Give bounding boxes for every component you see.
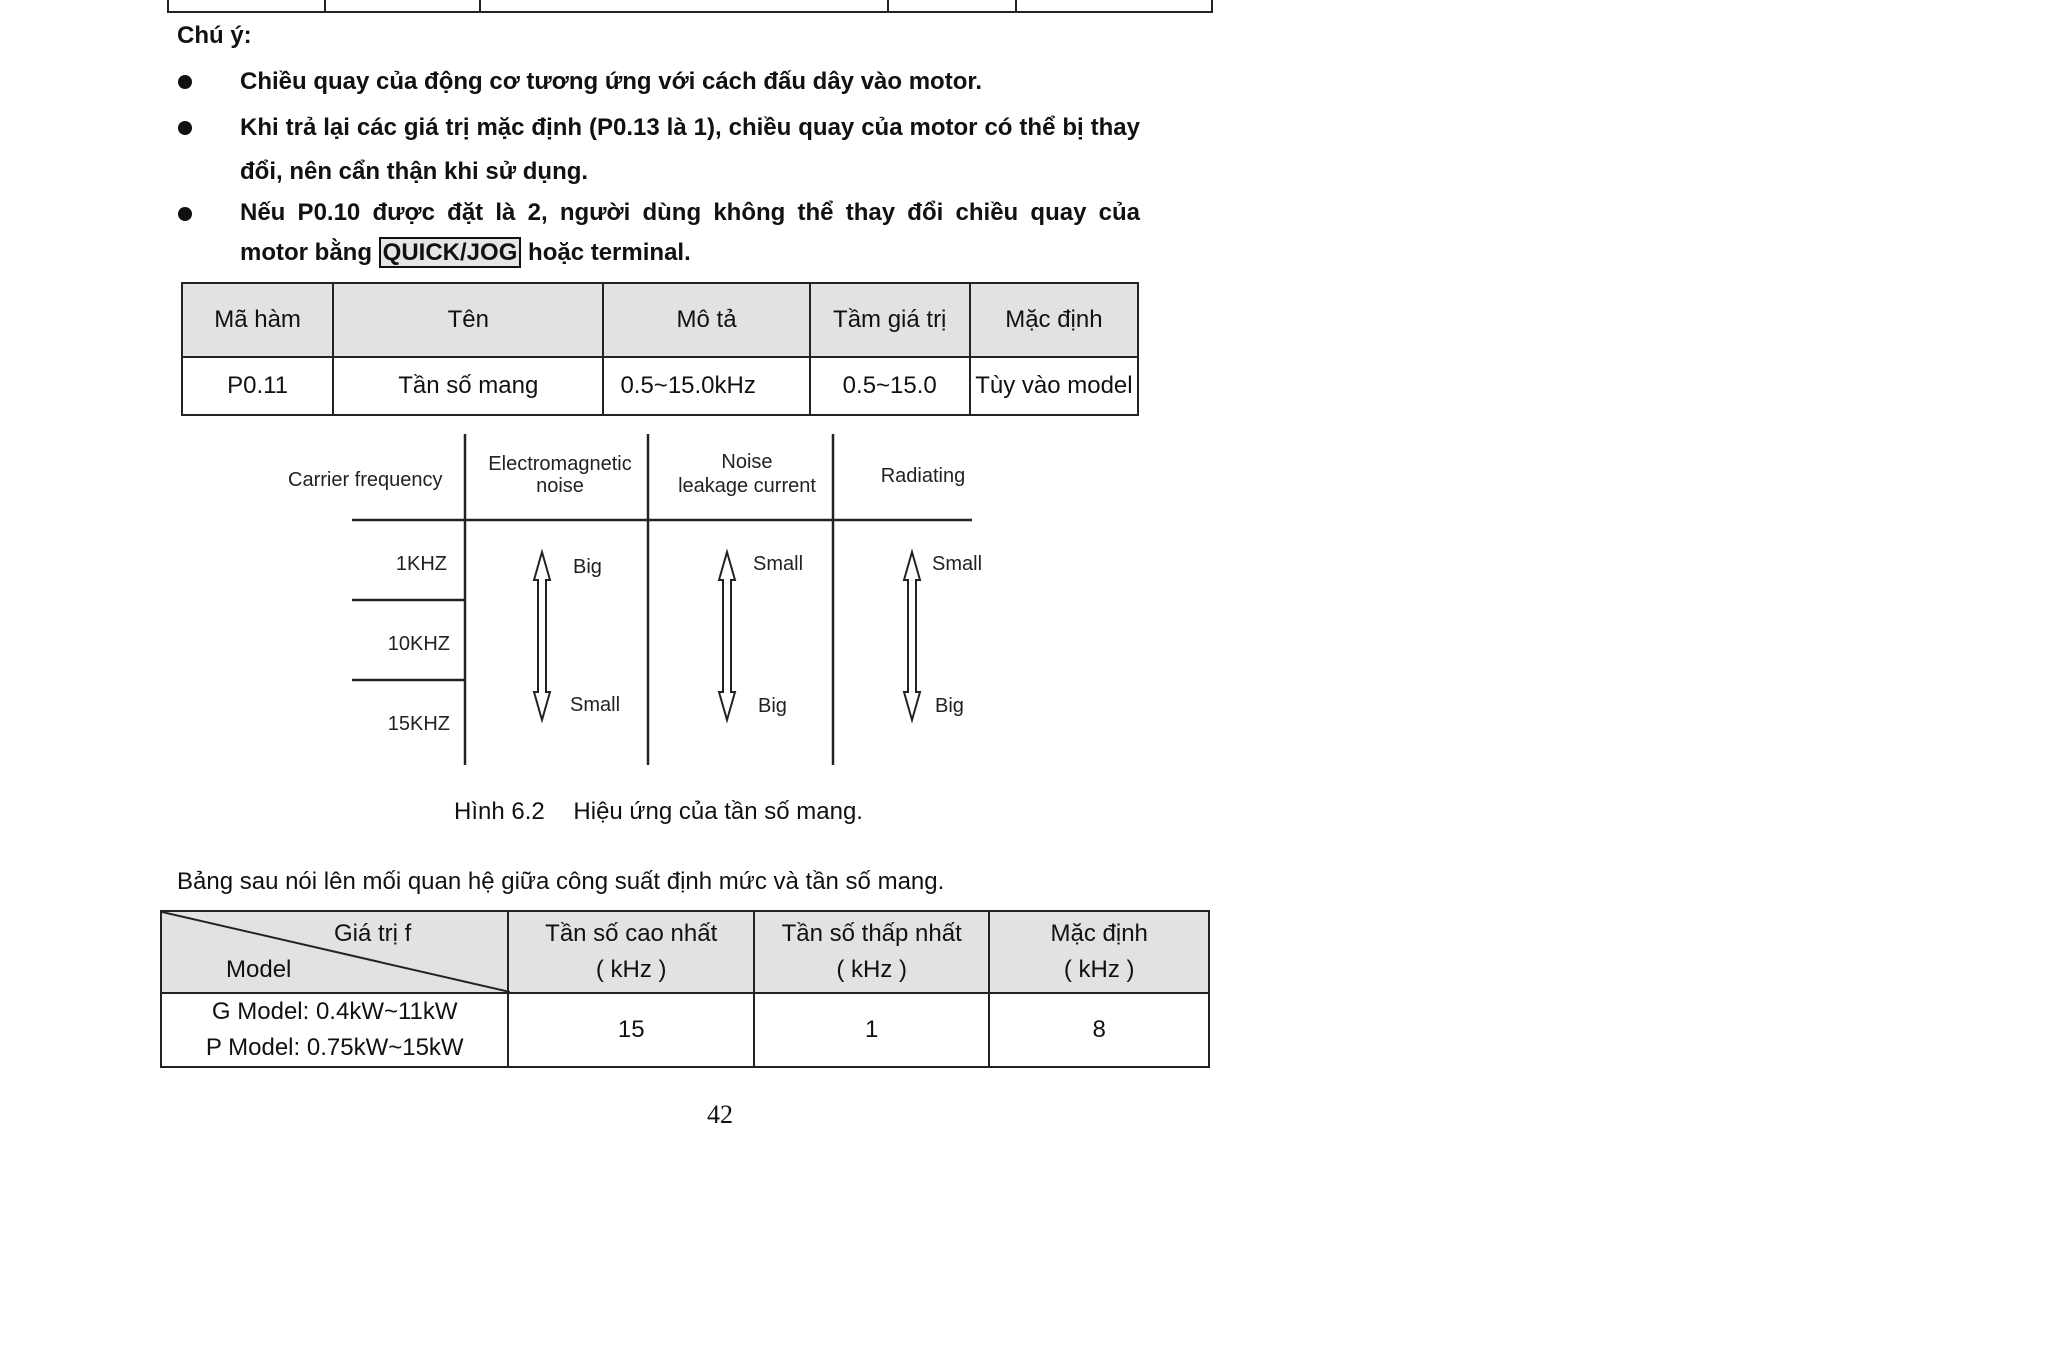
cell-name: Tần số mang — [333, 357, 603, 415]
table-row — [182, 357, 1138, 415]
figure-col1-bottom: Small — [570, 694, 621, 716]
figure-col2-header-line2: leakage current — [678, 475, 816, 497]
double-arrow-icon — [534, 552, 550, 720]
figure-row-1khz: 1KHZ — [395, 553, 447, 575]
cell-model — [161, 993, 508, 1067]
note-bullet-1: Chiều quay của động cơ tương ứng với cách đấu dây vào motor. — [240, 68, 983, 95]
header-name: Tên — [333, 283, 603, 357]
figure-col1-top: Big — [573, 556, 602, 578]
header-max-frequency-label: Tần số cao nhất — [545, 920, 718, 947]
table-divider — [479, 0, 481, 11]
cell-default-frequency: 8 — [989, 993, 1209, 1067]
header-default-frequency-label: Mặc định — [1050, 920, 1148, 947]
figure-col1-header-line2: noise — [536, 475, 584, 497]
double-arrow-icon — [719, 552, 735, 720]
diagonal-header-cell — [161, 911, 508, 993]
bullet-dot — [178, 75, 192, 89]
diagonal-top-label: Giá trị f — [334, 920, 412, 947]
figure-col2-top: Small — [753, 553, 804, 575]
figure-caption-text: Hiệu ứng của tần số mang. — [573, 798, 863, 825]
table-divider — [887, 0, 889, 11]
relation-table — [160, 910, 1210, 1068]
note-bullet-3-line2 — [240, 233, 1140, 273]
double-arrow-icon — [904, 552, 920, 720]
figure-col3-header: Radiating — [880, 465, 966, 487]
cell-description: 0.5~15.0kHz — [603, 357, 809, 415]
table-header-row — [161, 911, 1209, 993]
note-bullet-3-before: motor bằng — [240, 239, 372, 266]
page-number: 42 — [707, 1100, 733, 1129]
relation-paragraph: Bảng sau nói lên mối quan hệ giữa công suất định mức và tần số mang. — [177, 868, 945, 895]
header-default-frequency — [989, 911, 1209, 993]
header-description: Mô tả — [603, 283, 809, 357]
note-title: Chú ý: — [177, 22, 252, 49]
header-min-frequency-label: Tần số thấp nhất — [781, 920, 962, 947]
table-divider — [1015, 0, 1017, 11]
cell-default: Tùy vào model — [970, 357, 1138, 415]
carrier-frequency-figure — [280, 430, 1000, 770]
figure-caption — [454, 798, 863, 826]
header-min-frequency — [754, 911, 989, 993]
cell-range: 0.5~15.0 — [810, 357, 970, 415]
figure-col3-top: Small — [932, 553, 983, 575]
model-line-g: G Model: 0.4kW~11kW — [211, 998, 458, 1025]
model-line-p: P Model: 0.75kW~15kW — [205, 1034, 464, 1061]
cell-max-frequency: 15 — [508, 993, 753, 1067]
header-max-frequency — [508, 911, 753, 993]
header-default-frequency-unit: ( kHz ) — [1063, 956, 1135, 983]
figure-row-15khz: 15KHZ — [387, 713, 450, 735]
header-range: Tầm giá trị — [810, 283, 970, 357]
parameter-table — [181, 282, 1139, 416]
bullet-dot — [178, 121, 192, 135]
cell-min-frequency: 1 — [754, 993, 989, 1067]
note-bullet-3-after: hoặc terminal. — [528, 239, 691, 266]
table-row — [161, 993, 1209, 1067]
note-bullet-2: Khi trả lại các giá trị mặc định (P0.13 là 1), chiều quay của motor có thể bị thay đổi, nên cẩn thận khi sử dụng. — [240, 114, 1140, 185]
figure-header-left: Carrier frequency — [288, 469, 443, 491]
figure-row-10khz: 10KHZ — [387, 633, 450, 655]
figure-col3-bottom: Big — [935, 695, 964, 717]
header-default: Mặc định — [970, 283, 1138, 357]
header-max-frequency-unit: ( kHz ) — [595, 956, 667, 983]
figure-caption-number: Hình 6.2 — [454, 798, 545, 825]
bullet-dot — [178, 207, 192, 221]
previous-table-bottom — [167, 0, 1213, 13]
note-bullet-3-line1: Nếu P0.10 được đặt là 2, người dùng không thể thay đổi chiều quay của — [240, 199, 1140, 226]
table-header-row — [182, 283, 1138, 357]
figure-col2-bottom: Big — [758, 695, 787, 717]
figure-col1-header-line1: Electromagnetic — [488, 453, 632, 475]
header-function-code: Mã hàm — [182, 283, 333, 357]
cell-function-code: P0.11 — [182, 357, 333, 415]
quick-jog-key-label: QUICK/JOG — [379, 237, 522, 268]
table-divider — [324, 0, 326, 11]
figure-col2-header-line1: Noise — [721, 451, 773, 473]
header-min-frequency-unit: ( kHz ) — [836, 956, 908, 983]
diagonal-bottom-label: Model — [226, 956, 292, 983]
